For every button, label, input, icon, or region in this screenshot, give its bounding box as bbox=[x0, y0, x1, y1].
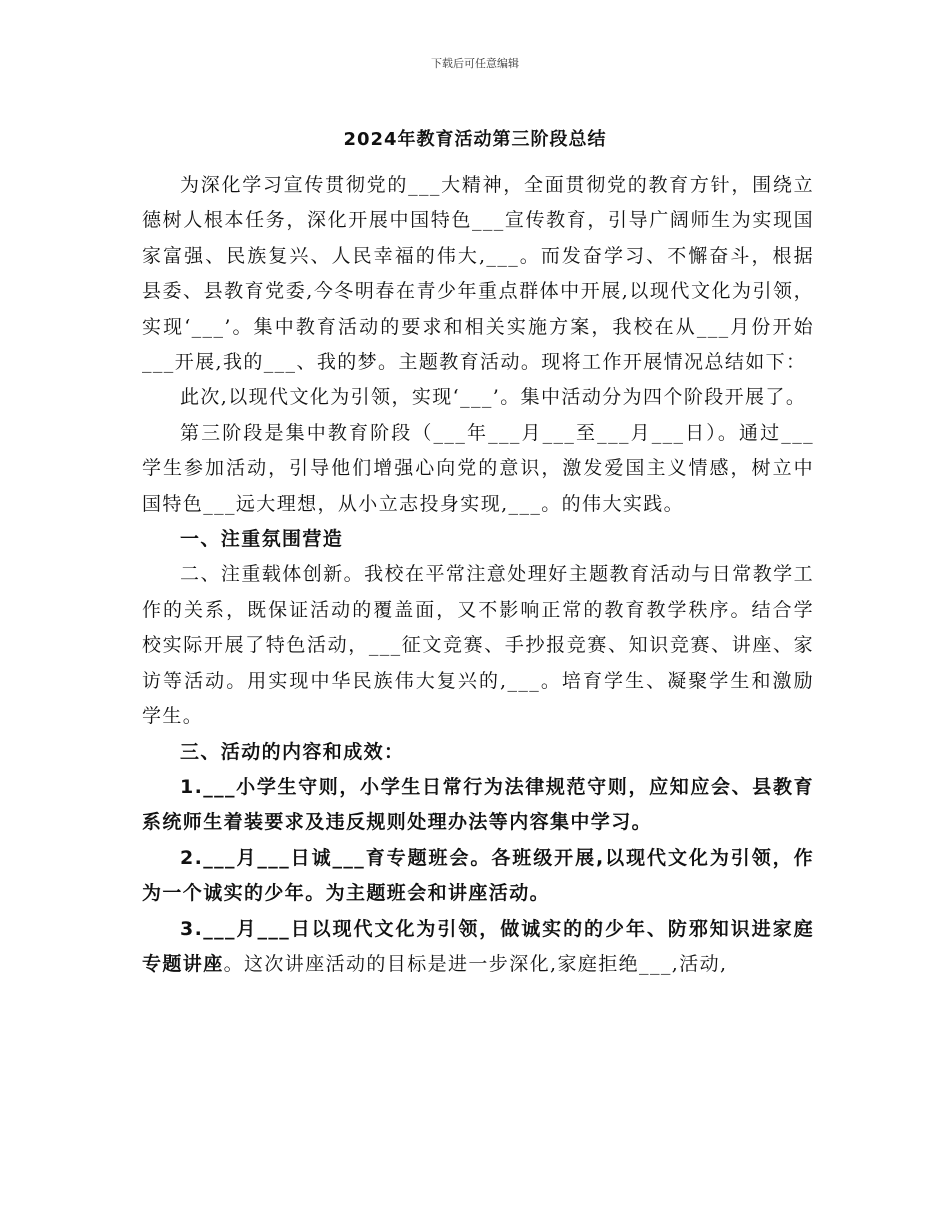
paragraph-intro: 为深化学习宣传贯彻党的___大精神，全面贯彻党的教育方针，围绕立德树人根本任务，深化开展中国特色___宣传教育，引导广阔师生为实现国家富强、民族复兴、人民幸福的伟大,___。而发奋学习、不懈奋斗，根据县委、县教育党委,今冬明春在青少年重点群体中开展,以现代文化为引领，实现‘___’。集中教育活动的要求和相关实施方案，我校在从___月份开始___开展,我的___、我的梦。主题教育活动。现将工作开展情况总结如下： bbox=[142, 174, 814, 374]
paragraph-third-stage: 第三阶段是集中教育阶段（___年___月___至___月___日）。通过___学生参加活动，引导他们增强心向党的意识，激发爱国主义情感，树立中国特色___远大理想，从小立志投身实现,___。的伟大实践。 bbox=[142, 421, 814, 515]
list-item-1: 1.___小学生守则，小学生日常行为法律规范守则，应知应会、县教育系统师生着装要求及违反规则处理办法等内容集中学习。 bbox=[142, 775, 814, 834]
list-item-3-rest: 。这次讲座活动的目标是进一步深化,家庭拒绝___,活动, bbox=[223, 952, 728, 975]
paragraph-stages: 此次,以现代文化为引领，实现‘___’。集中活动分为四个阶段开展了。 bbox=[180, 386, 807, 409]
paragraph-carrier-innovation: 二、注重载体创新。我校在平常注意处理好主题教育活动与日常教学工作的关系，既保证活动的覆盖面，又不影响正常的教育教学秩序。结合学校实际开展了特色活动，___征文竞赛、手抄报竞赛、知识竞赛、讲座、家访等活动。用实现中华民族伟大复兴的,___。培育学生、凝聚学生和激励学生。 bbox=[142, 563, 814, 728]
list-item-3-bold: 3.___月___日以现代文化为引领，做诚实的的少年、防邪知识进家庭专题讲座 bbox=[142, 917, 814, 975]
list-item-2: 2.___月___日诚___育专题班会。各班级开展,以现代文化为引领，作为一个诚实的少年。为主题班会和讲座活动。 bbox=[142, 846, 814, 905]
page-header-note: 下载后可任意编辑 bbox=[431, 57, 519, 70]
section-heading-3: 三、活动的内容和成效： bbox=[180, 740, 405, 763]
document-title: 2024年教育活动第三阶段总结 bbox=[343, 129, 607, 150]
section-heading-1: 一、注重氛围营造 bbox=[180, 528, 344, 551]
document-body bbox=[142, 168, 814, 982]
list-item-3 bbox=[142, 912, 814, 983]
